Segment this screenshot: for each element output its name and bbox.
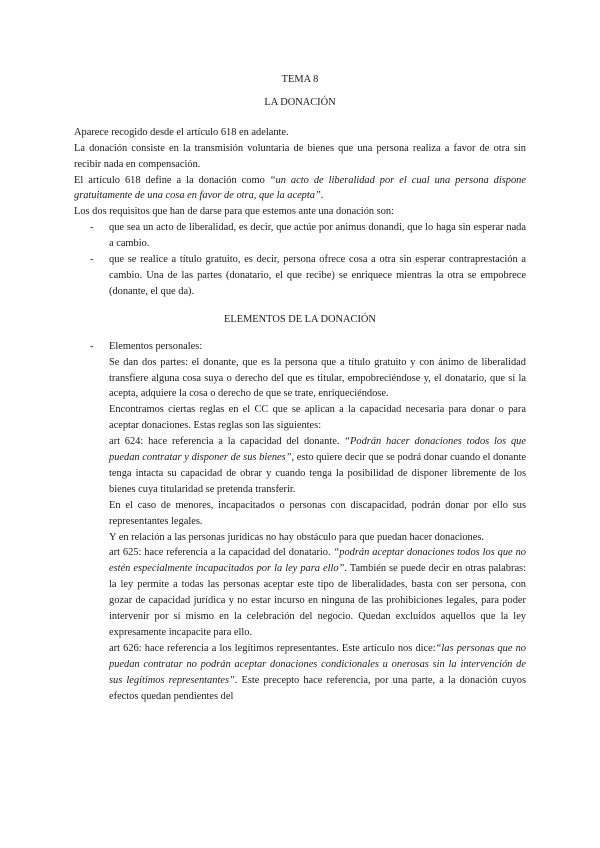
list-item-text: que se realice a título gratuito, es decir, persona ofrece cosa a otra sin esperar contraprestación a cambio. Una de las partes (donatario, el que recibe) se enriquece mientras la otra se empobrece (donante, el que da). [109, 254, 526, 297]
elements-section [74, 339, 526, 705]
art-626-rest: . Este precepto hace referencia, por una parte, a la donación cuyos efectos quedan pendientes del [109, 674, 526, 702]
document-title: TEMA 8 [281, 74, 319, 85]
intro-p3-end: . [320, 190, 324, 202]
dash-bullet: - [90, 254, 94, 266]
art-625-quote: “podrán aceptar donaciones todos los que no estén especialmente incapacitados por la ley para ello” [109, 547, 526, 575]
elements-label: Elementos personales: [109, 340, 203, 352]
art-624-text: art 624: hace referencia a la capacidad del donante. [109, 436, 345, 448]
document-subtitle: LA DONACIÓN [264, 96, 336, 108]
elements-paragraph-2: Encontramos ciertas reglas en el CC que se aplican a la capacidad necesaria para donar o para aceptar donaciones. Estas reglas son las siguientes: [109, 404, 526, 432]
elements-paragraph-4: En el caso de menores, incapacitados o personas con discapacidad, podrán donar por ello sus representantes legales. [109, 499, 526, 527]
art-625-rest: . También se puede decir en otras palabras: la ley permite a todas las personas aceptar este tipo de liberalidades, basta con ser persona, con gozar de capacidad jurídica y no estar incurso en ninguna de las prohibiciones legales, para poder intervenir por sí mismo en la celebración del negocio. Quedan excluidos aquellos que la ley expresamente incapacite para ello. [109, 563, 526, 638]
art-624-rest: , esto quiere decir que se podrá donar cuando el donante tenga intacta su capacidad de obrar y cuando tenga la posibilidad de disponer libremente de los bienes cuya titularidad se pretenda transferir. [109, 452, 526, 495]
elements-paragraph-5: Y en relación a las personas jurídicas no hay obstáculo para que puedan hacer donaciones. [109, 531, 484, 543]
art-626-quote: “las personas que no puedan contratar no podrán aceptar donaciones condicionales u onerosas sin la intervención de sus legítimos representantes” [109, 642, 526, 686]
intro-p3-quote: “un acto de liberalidad por el cual una persona dispone gratuitamente de una cosa en favor de otra, que la acepta” [74, 174, 526, 202]
intro-paragraph-4: Los dos requisitos que han de darse para que estemos ante una donación son: [74, 206, 395, 218]
list-item-text: que sea un acto de liberalidad, es decir, que actúe por animus donandi, que lo haga sin esperar nada a cambio. [109, 222, 526, 250]
elements-paragraph-7 [109, 641, 526, 705]
art-626-text: art 626: hace referencia a los legítimos representantes. Este artículo nos dice: [109, 642, 436, 654]
intro-paragraph-3 [74, 173, 526, 205]
intro-p3-text: El artículo 618 define a la donación como [74, 174, 270, 186]
section-title: ELEMENTOS DE LA DONACIÓN [224, 313, 376, 325]
elements-paragraph-6 [109, 545, 526, 640]
art-625-text: art 625: hace referencia a la capacidad del donatario. [109, 547, 334, 559]
intro-paragraph-1: Aparece recogido desde el artículo 618 en adelante. [74, 126, 289, 138]
dash-bullet: - [90, 340, 94, 352]
elements-paragraph-3 [109, 434, 526, 498]
requirements-list [74, 220, 526, 300]
intro-paragraph-2: La donación consiste en la transmisión voluntaria de bienes que una persona realiza a favor de otra sin recibir nada en compensación. [74, 142, 526, 170]
art-624-quote: “Podrán hacer donaciones todos los que puedan contratar y disponer de sus bienes” [109, 436, 526, 464]
list-item [74, 252, 526, 300]
dash-bullet: - [90, 222, 94, 234]
list-item [74, 220, 526, 252]
elements-paragraph-1: Se dan dos partes: el donante, que es la persona que a título gratuito y con ánimo de liberalidad transfiere alguna cosa suya o derecho del que es titular, empobreciéndose y, el donatario, que si la acepta, adquiere la cosa o derecho de que se trate, enriqueciéndose. [109, 356, 526, 400]
